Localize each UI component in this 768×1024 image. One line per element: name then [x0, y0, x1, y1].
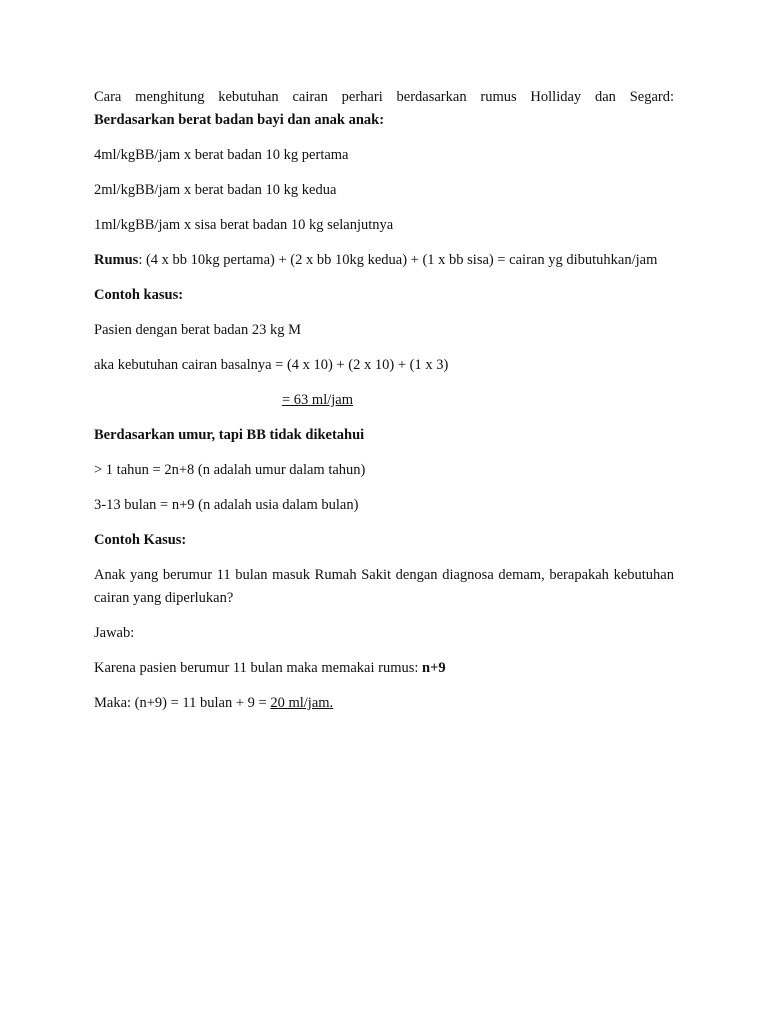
rule-first-10kg: 4ml/kgBB/jam x berat badan 10 kg pertama	[94, 147, 349, 163]
formula-paragraph	[94, 249, 674, 272]
age-rule-months: 3-13 bulan = n+9 (n adalah usia dalam bulan)	[94, 497, 359, 513]
answer-result: 20 ml/jam.	[270, 695, 334, 711]
intro-line: Cara menghitung kebutuhan cairan perhari berdasarkan rumus Holliday dan Segard:	[94, 89, 674, 105]
example1-calculation: aka kebutuhan cairan basalnya = (4 x 10) + (2 x 10) + (1 x 3)	[94, 357, 449, 373]
section-heading-weight: Berdasarkan berat badan bayi dan anak anak:	[94, 112, 385, 128]
answer-formula: n+9	[422, 660, 446, 676]
example2-question: Anak yang berumur 11 bulan masuk Rumah Sakit dengan diagnosa demam, berapakah kebutuhan cairan yang diperlukan?	[94, 567, 674, 606]
answer-formula-choice	[94, 657, 674, 680]
rule-second-10kg: 2ml/kgBB/jam x berat badan 10 kg kedua	[94, 182, 337, 198]
answer-result-line	[94, 692, 674, 715]
section-heading-age: Berdasarkan umur, tapi BB tidak diketahui	[94, 427, 365, 443]
formula-text: : (4 x bb 10kg pertama) + (2 x bb 10kg kedua) + (1 x bb sisa) = cairan yg dibutuhkan/jam	[138, 252, 658, 268]
answer-label: Jawab:	[94, 625, 135, 641]
example-heading-2: Contoh Kasus:	[94, 532, 187, 548]
age-rule-years: > 1 tahun = 2n+8 (n adalah umur dalam tahun)	[94, 462, 366, 478]
example1-result: = 63 ml/jam	[282, 392, 354, 408]
example1-patient-weight: Pasien dengan berat badan 23 kg M	[94, 322, 301, 338]
document-body	[94, 86, 674, 727]
answer-line2-text: Maka: (n+9) = 11 bulan + 9 =	[94, 695, 271, 711]
formula-label: Rumus	[94, 252, 139, 268]
rule-remaining-weight: 1ml/kgBB/jam x sisa berat badan 10 kg selanjutnya	[94, 217, 394, 233]
answer-line1-text: Karena pasien berumur 11 bulan maka memakai rumus:	[94, 660, 423, 676]
example-heading-1: Contoh kasus:	[94, 287, 184, 303]
example1-result-line	[94, 389, 674, 412]
